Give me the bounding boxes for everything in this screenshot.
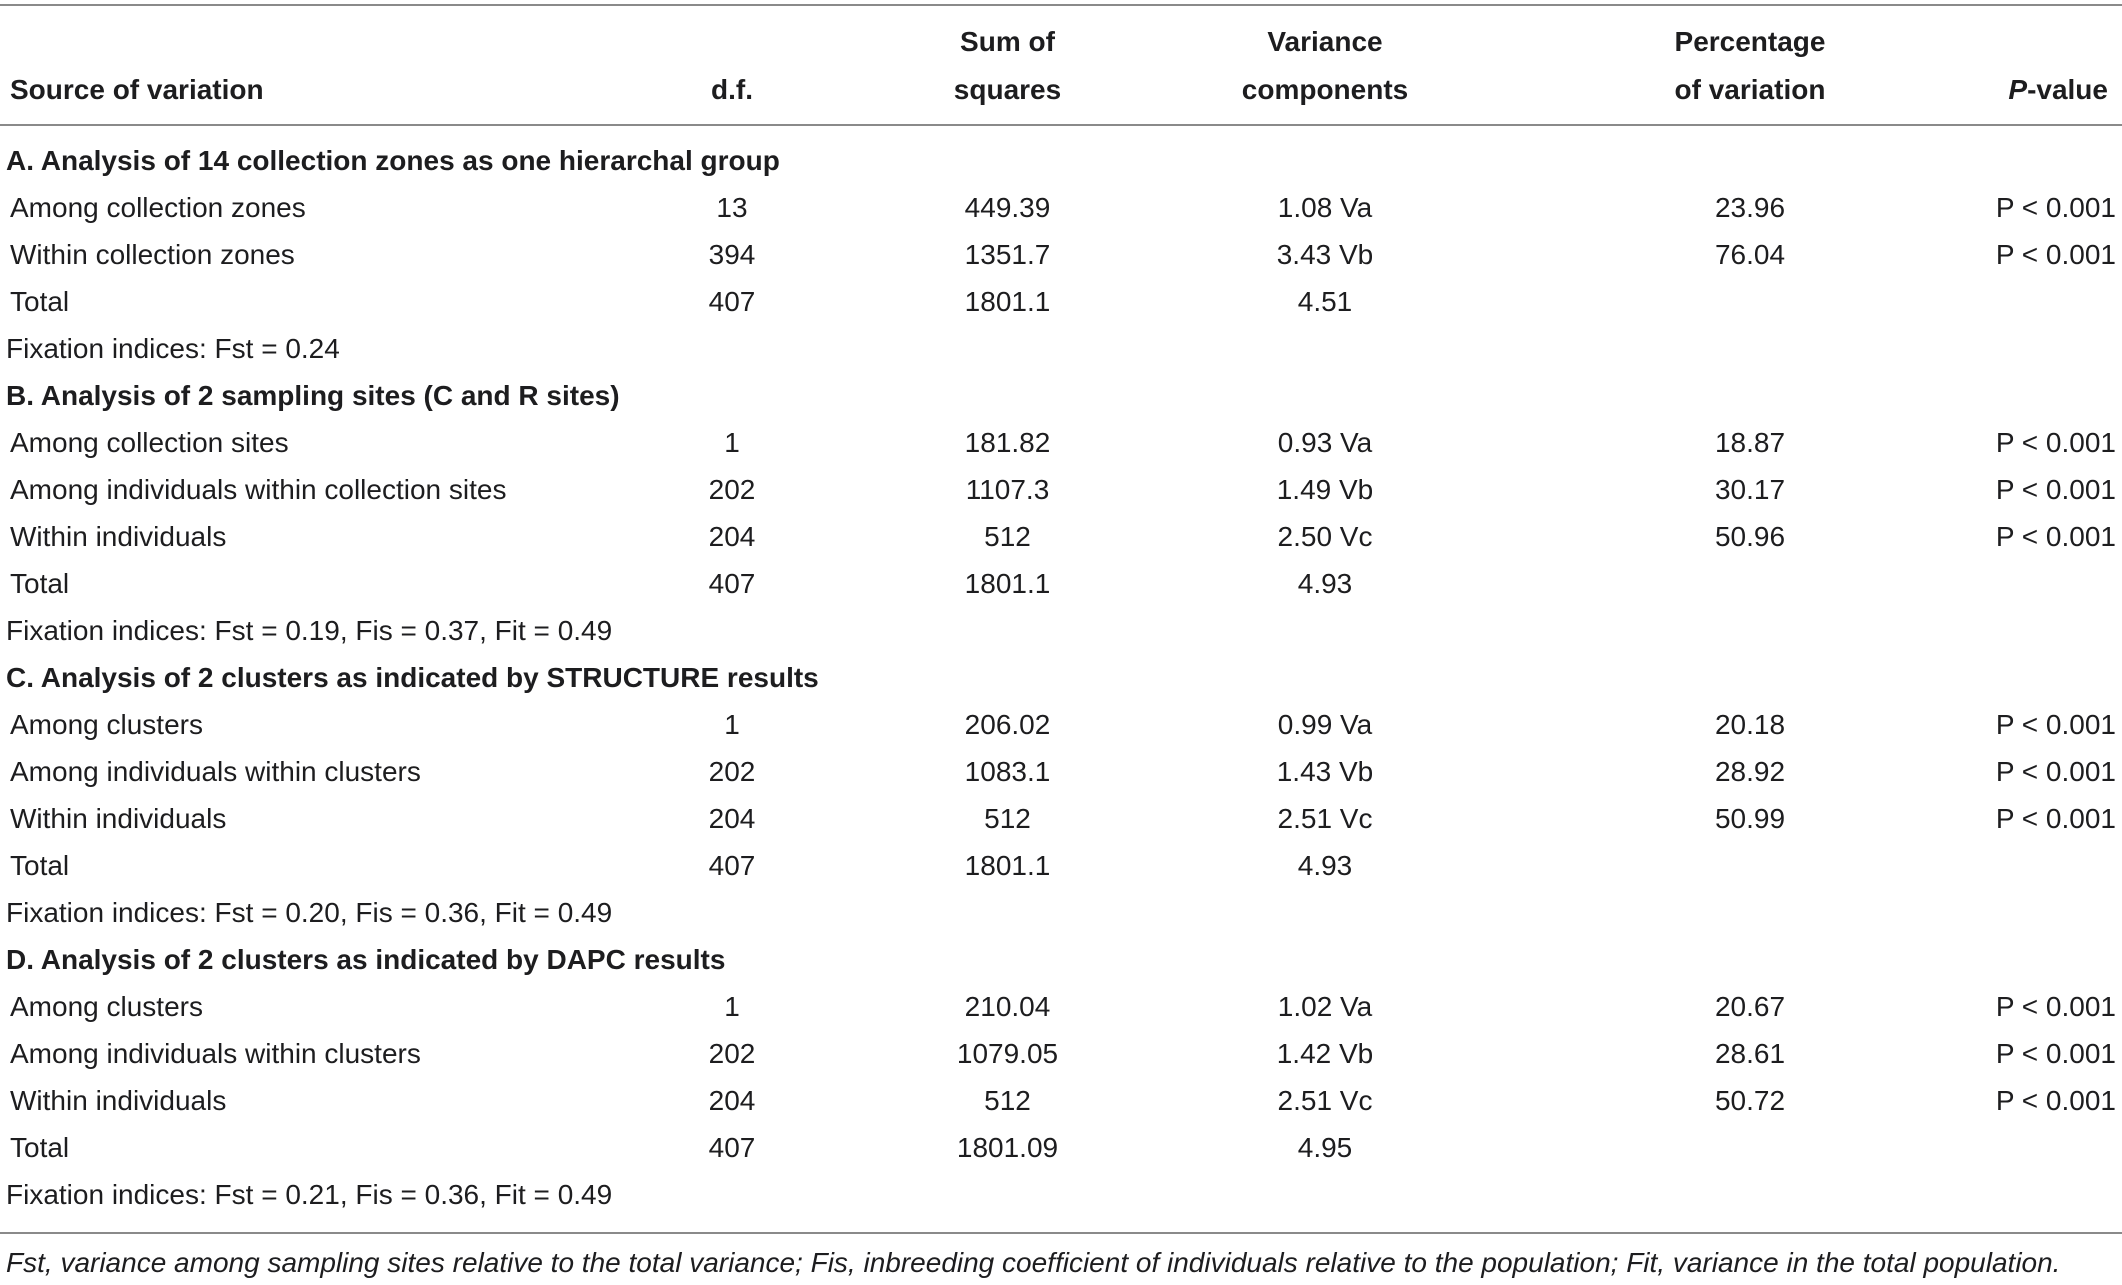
section-title [0,137,2122,184]
cell-text: D. Analysis of 2 clusters as indicated by DAPC results [6,944,726,975]
table-row [0,231,2122,278]
table-row [0,983,2122,1030]
cell-pv: 28.92 [1714,756,1786,787]
cell-vc: 1.08 Va [1277,192,1373,223]
cell-p: P < 0.001 [1995,1085,2116,1116]
header-ss-line2: squares [953,74,1062,105]
cell-ss: 1801.1 [964,850,1051,881]
header-p-value [2008,66,2108,113]
fixation-indices [0,1171,2122,1218]
cell-src: Among individuals within clusters [10,1038,421,1069]
cell-text: B. Analysis of 2 sampling sites (C and R sites) [6,380,620,411]
cell-df: 204 [708,1085,756,1116]
cell-src: Total [10,850,70,881]
cell-vc: 3.43 Vb [1276,239,1374,270]
cell-pv: 50.72 [1714,1085,1786,1116]
header-p-rest: -value [2027,74,2108,105]
cell-src: Within individuals [10,803,227,834]
cell-df: 202 [708,1038,756,1069]
cell-df: 1 [724,991,740,1022]
cell-ss: 210.04 [964,991,1051,1022]
cell-df: 1 [724,709,740,740]
table-footnote: Fst, variance among sampling sites relative to the total variance; Fis, inbreeding coefficient of individuals relative to the population; Fit, variance in the total population. [6,1247,2061,1278]
table-row [0,466,2122,513]
cell-ss: 1083.1 [964,756,1051,787]
cell-df: 204 [708,521,756,552]
cell-ss: 1107.3 [965,474,1050,505]
cell-pv: 50.96 [1714,521,1786,552]
cell-vc: 4.93 [1297,850,1353,881]
header-vc-line1: Variance [1267,26,1383,57]
header-source: Source of variation [10,74,264,105]
table-row [0,1030,2122,1077]
cell-vc: 1.02 Va [1277,991,1373,1022]
cell-p: P < 0.001 [1995,427,2116,458]
cell-ss: 1079.05 [956,1038,1059,1069]
cell-src: Among clusters [10,991,203,1022]
cell-vc: 0.93 Va [1277,427,1373,458]
header-vc-line2: components [1241,74,1409,105]
section-title [0,936,2122,983]
cell-vc: 2.51 Vc [1277,1085,1373,1116]
table-row [0,560,2122,607]
header-rule [0,124,2122,126]
cell-pv: 28.61 [1714,1038,1786,1069]
header-df: d.f. [711,74,753,105]
table-row [0,419,2122,466]
cell-pv: 23.96 [1714,192,1786,223]
cell-src: Among clusters [10,709,203,740]
table-row [0,748,2122,795]
cell-vc: 2.50 Vc [1277,521,1373,552]
cell-ss: 206.02 [964,709,1051,740]
section-title [0,654,2122,701]
cell-p: P < 0.001 [1995,521,2116,552]
table-row [0,701,2122,748]
cell-vc: 1.49 Vb [1276,474,1374,505]
cell-src: Within individuals [10,1085,227,1116]
cell-vc: 1.42 Vb [1276,1038,1374,1069]
cell-ss: 181.82 [964,427,1051,458]
cell-df: 202 [708,756,756,787]
cell-p: P < 0.001 [1995,991,2116,1022]
cell-src: Total [10,1132,70,1163]
cell-text: A. Analysis of 14 collection zones as one hierarchal group [6,145,780,176]
cell-pv: 50.99 [1714,803,1786,834]
header-ss-line1: Sum of [960,26,1055,57]
header-pv-line2: of variation [1674,74,1826,105]
table-row [0,842,2122,889]
cell-ss: 1801.09 [956,1132,1059,1163]
cell-df: 394 [708,239,756,270]
cell-text: Fixation indices: Fst = 0.21, Fis = 0.36, Fit = 0.49 [6,1179,613,1210]
cell-vc: 4.51 [1297,286,1353,317]
bottom-rule [0,1232,2122,1234]
cell-ss: 449.39 [964,192,1051,223]
cell-vc: 0.99 Va [1277,709,1373,740]
cell-p: P < 0.001 [1995,474,2116,505]
cell-df: 407 [708,568,756,599]
cell-df: 202 [708,474,756,505]
cell-text: Fixation indices: Fst = 0.19, Fis = 0.37, Fit = 0.49 [6,615,613,646]
section-title [0,372,2122,419]
top-rule [0,4,2122,6]
cell-pv: 30.17 [1714,474,1786,505]
cell-vc: 4.95 [1297,1132,1353,1163]
cell-src: Among collection sites [10,427,289,458]
cell-pv: 20.67 [1714,991,1786,1022]
table-row [0,278,2122,325]
cell-vc: 2.51 Vc [1277,803,1373,834]
cell-ss: 512 [984,1085,1031,1116]
cell-df: 407 [708,850,756,881]
cell-src: Within individuals [10,521,227,552]
table-row [0,795,2122,842]
table-row [0,184,2122,231]
cell-src: Total [10,568,70,599]
table-row [0,513,2122,560]
table-row [0,1124,2122,1171]
cell-p: P < 0.001 [1995,709,2116,740]
cell-ss: 1351.7 [964,239,1051,270]
cell-df: 1 [724,427,740,458]
cell-src: Within collection zones [10,239,295,270]
cell-vc: 1.43 Vb [1276,756,1374,787]
fixation-indices [0,325,2122,372]
cell-p: P < 0.001 [1995,803,2116,834]
fixation-indices [0,607,2122,654]
cell-vc: 4.93 [1297,568,1353,599]
cell-df: 13 [716,192,748,223]
cell-df: 407 [708,1132,756,1163]
cell-src: Among collection zones [10,192,306,223]
cell-pv: 20.18 [1714,709,1786,740]
cell-ss: 512 [984,803,1031,834]
cell-p: P < 0.001 [1995,192,2116,223]
header-p-italic: P [2008,74,2028,105]
fixation-indices [0,889,2122,936]
cell-p: P < 0.001 [1995,239,2116,270]
cell-ss: 1801.1 [964,286,1051,317]
cell-p: P < 0.001 [1995,1038,2116,1069]
cell-src: Among individuals within collection sites [10,474,507,505]
cell-src: Among individuals within clusters [10,756,421,787]
cell-df: 204 [708,803,756,834]
header-pv-line1: Percentage [1674,26,1826,57]
cell-pv: 18.87 [1714,427,1786,458]
table-row [0,1077,2122,1124]
cell-text: Fixation indices: Fst = 0.20, Fis = 0.36, Fit = 0.49 [6,897,613,928]
cell-p: P < 0.001 [1995,756,2116,787]
cell-src: Total [10,286,70,317]
cell-text: C. Analysis of 2 clusters as indicated by STRUCTURE results [6,662,819,693]
cell-text: Fixation indices: Fst = 0.24 [6,333,340,364]
cell-df: 407 [708,286,756,317]
cell-ss: 512 [984,521,1031,552]
cell-ss: 1801.1 [964,568,1051,599]
cell-pv: 76.04 [1714,239,1786,270]
